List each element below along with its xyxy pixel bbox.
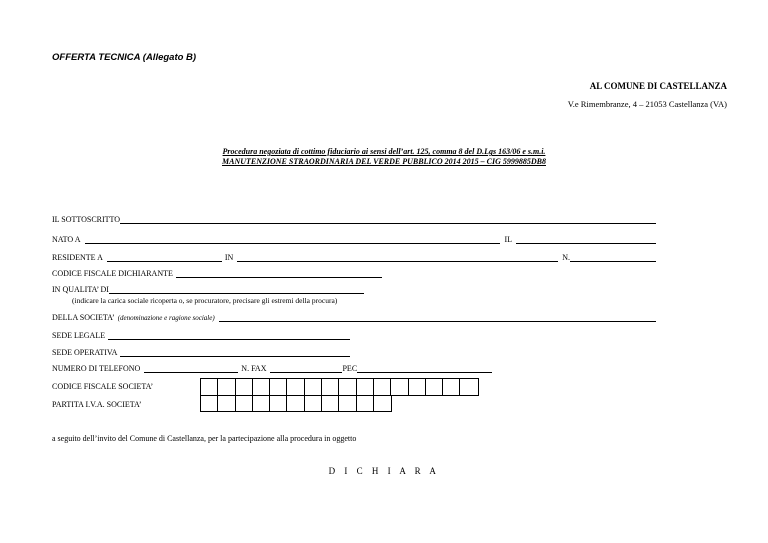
field-sottoscritto[interactable] xyxy=(120,223,656,224)
row-sottoscritto xyxy=(52,214,656,226)
cf-cell[interactable] xyxy=(236,379,253,395)
piva-cell[interactable] xyxy=(357,395,374,411)
cf-societa-grid xyxy=(200,378,479,396)
recipient-address: V.e Rimembranze, 4 – 21053 Castellanza (VA) xyxy=(567,99,727,109)
field-fax[interactable] xyxy=(270,372,342,373)
cf-cell[interactable] xyxy=(443,379,460,395)
cf-cell[interactable] xyxy=(305,379,322,395)
row-cf-dichiarante xyxy=(52,268,382,280)
cf-cell[interactable] xyxy=(460,379,477,395)
label-in: IN xyxy=(224,253,234,262)
cf-cell[interactable] xyxy=(339,379,356,395)
label-nato-a: NATO A xyxy=(52,235,81,244)
field-n[interactable] xyxy=(570,261,656,262)
piva-cell[interactable] xyxy=(218,395,235,411)
row-cf-societa xyxy=(52,377,153,395)
field-pec[interactable] xyxy=(357,372,492,373)
row-piva xyxy=(52,395,142,413)
piva-cell[interactable] xyxy=(253,395,270,411)
field-cf-dichiarante[interactable] xyxy=(176,277,382,278)
cf-cell[interactable] xyxy=(218,379,235,395)
piva-cell[interactable] xyxy=(374,395,391,411)
piva-grid xyxy=(200,395,392,412)
field-il[interactable] xyxy=(516,243,656,244)
piva-cell[interactable] xyxy=(339,395,356,411)
note-societa: (denominazione e ragione sociale) xyxy=(117,314,215,322)
cf-cell[interactable] xyxy=(287,379,304,395)
piva-cell[interactable] xyxy=(322,395,339,411)
subject-line-2: MANUTENZIONE STRAORDINARIA DEL VERDE PUBBLICO 2014 2015 – CIG 5999885DB8 xyxy=(222,157,546,166)
cf-cell[interactable] xyxy=(322,379,339,395)
piva-cell[interactable] xyxy=(201,395,218,411)
label-telefono: NUMERO DI TELEFONO xyxy=(52,364,141,373)
piva-cell[interactable] xyxy=(305,395,322,411)
row-qualita xyxy=(52,284,364,296)
row-sede-legale xyxy=(52,330,350,342)
dichiara-heading: D I C H I A R A xyxy=(328,466,440,476)
label-sede-legale: SEDE LEGALE xyxy=(52,331,106,340)
label-n: N. xyxy=(562,253,570,262)
invito-text: a seguito dell’invito del Comune di Castellanza, per la partecipazione alla procedura in oggetto xyxy=(52,434,357,443)
note-qualita: (indicare la carica sociale ricoperta o, se procuratore, precisare gli estremi della procura) xyxy=(72,296,338,305)
label-cf-dichiarante: CODICE FISCALE DICHIARANTE xyxy=(52,269,173,278)
cf-cell[interactable] xyxy=(201,379,218,395)
field-societa[interactable] xyxy=(219,321,656,322)
label-societa: DELLA SOCIETA’ xyxy=(52,313,115,322)
piva-cell[interactable] xyxy=(236,395,253,411)
cf-cell[interactable] xyxy=(391,379,408,395)
cf-cell[interactable] xyxy=(357,379,374,395)
label-residente-a: RESIDENTE A xyxy=(52,253,103,262)
label-sede-operativa: SEDE OPERATIVA xyxy=(52,348,118,357)
field-telefono[interactable] xyxy=(144,372,238,373)
cf-cell[interactable] xyxy=(270,379,287,395)
document-title: OFFERTA TECNICA (Allegato B) xyxy=(52,52,197,63)
subject-line-1: Procedura negoziata di cottimo fiduciario ai sensi dell’art. 125, comma 8 del D.Lgs 163/06 e s.m.i. xyxy=(222,147,546,156)
cf-cell[interactable] xyxy=(374,379,391,395)
row-nato xyxy=(52,234,656,246)
field-qualita[interactable] xyxy=(109,293,364,294)
label-cf-societa: CODICE FISCALE SOCIETA’ xyxy=(52,381,154,391)
label-fax: N. FAX xyxy=(241,364,267,373)
label-il: IL xyxy=(504,235,512,244)
row-residente xyxy=(52,252,656,264)
label-qualita: IN QUALITA’ DI xyxy=(52,285,109,294)
cf-cell[interactable] xyxy=(409,379,426,395)
piva-cell[interactable] xyxy=(287,395,304,411)
recipient: AL COMUNE DI CASTELLANZA xyxy=(589,81,727,91)
piva-cell[interactable] xyxy=(270,395,287,411)
row-sede-operativa xyxy=(52,347,350,359)
field-sede-operativa[interactable] xyxy=(120,356,350,357)
field-in[interactable] xyxy=(237,261,558,262)
field-residente-a[interactable] xyxy=(107,261,222,262)
row-contatti xyxy=(52,363,492,375)
cf-cell[interactable] xyxy=(253,379,270,395)
cf-cell[interactable] xyxy=(426,379,443,395)
label-sottoscritto: IL SOTTOSCRITTO xyxy=(52,215,121,224)
label-piva: PARTITA I.V.A. SOCIETA’ xyxy=(52,399,142,409)
label-pec: PEC xyxy=(342,364,358,373)
row-societa xyxy=(52,312,656,324)
field-nato-a[interactable] xyxy=(85,243,501,244)
field-sede-legale[interactable] xyxy=(108,339,350,340)
